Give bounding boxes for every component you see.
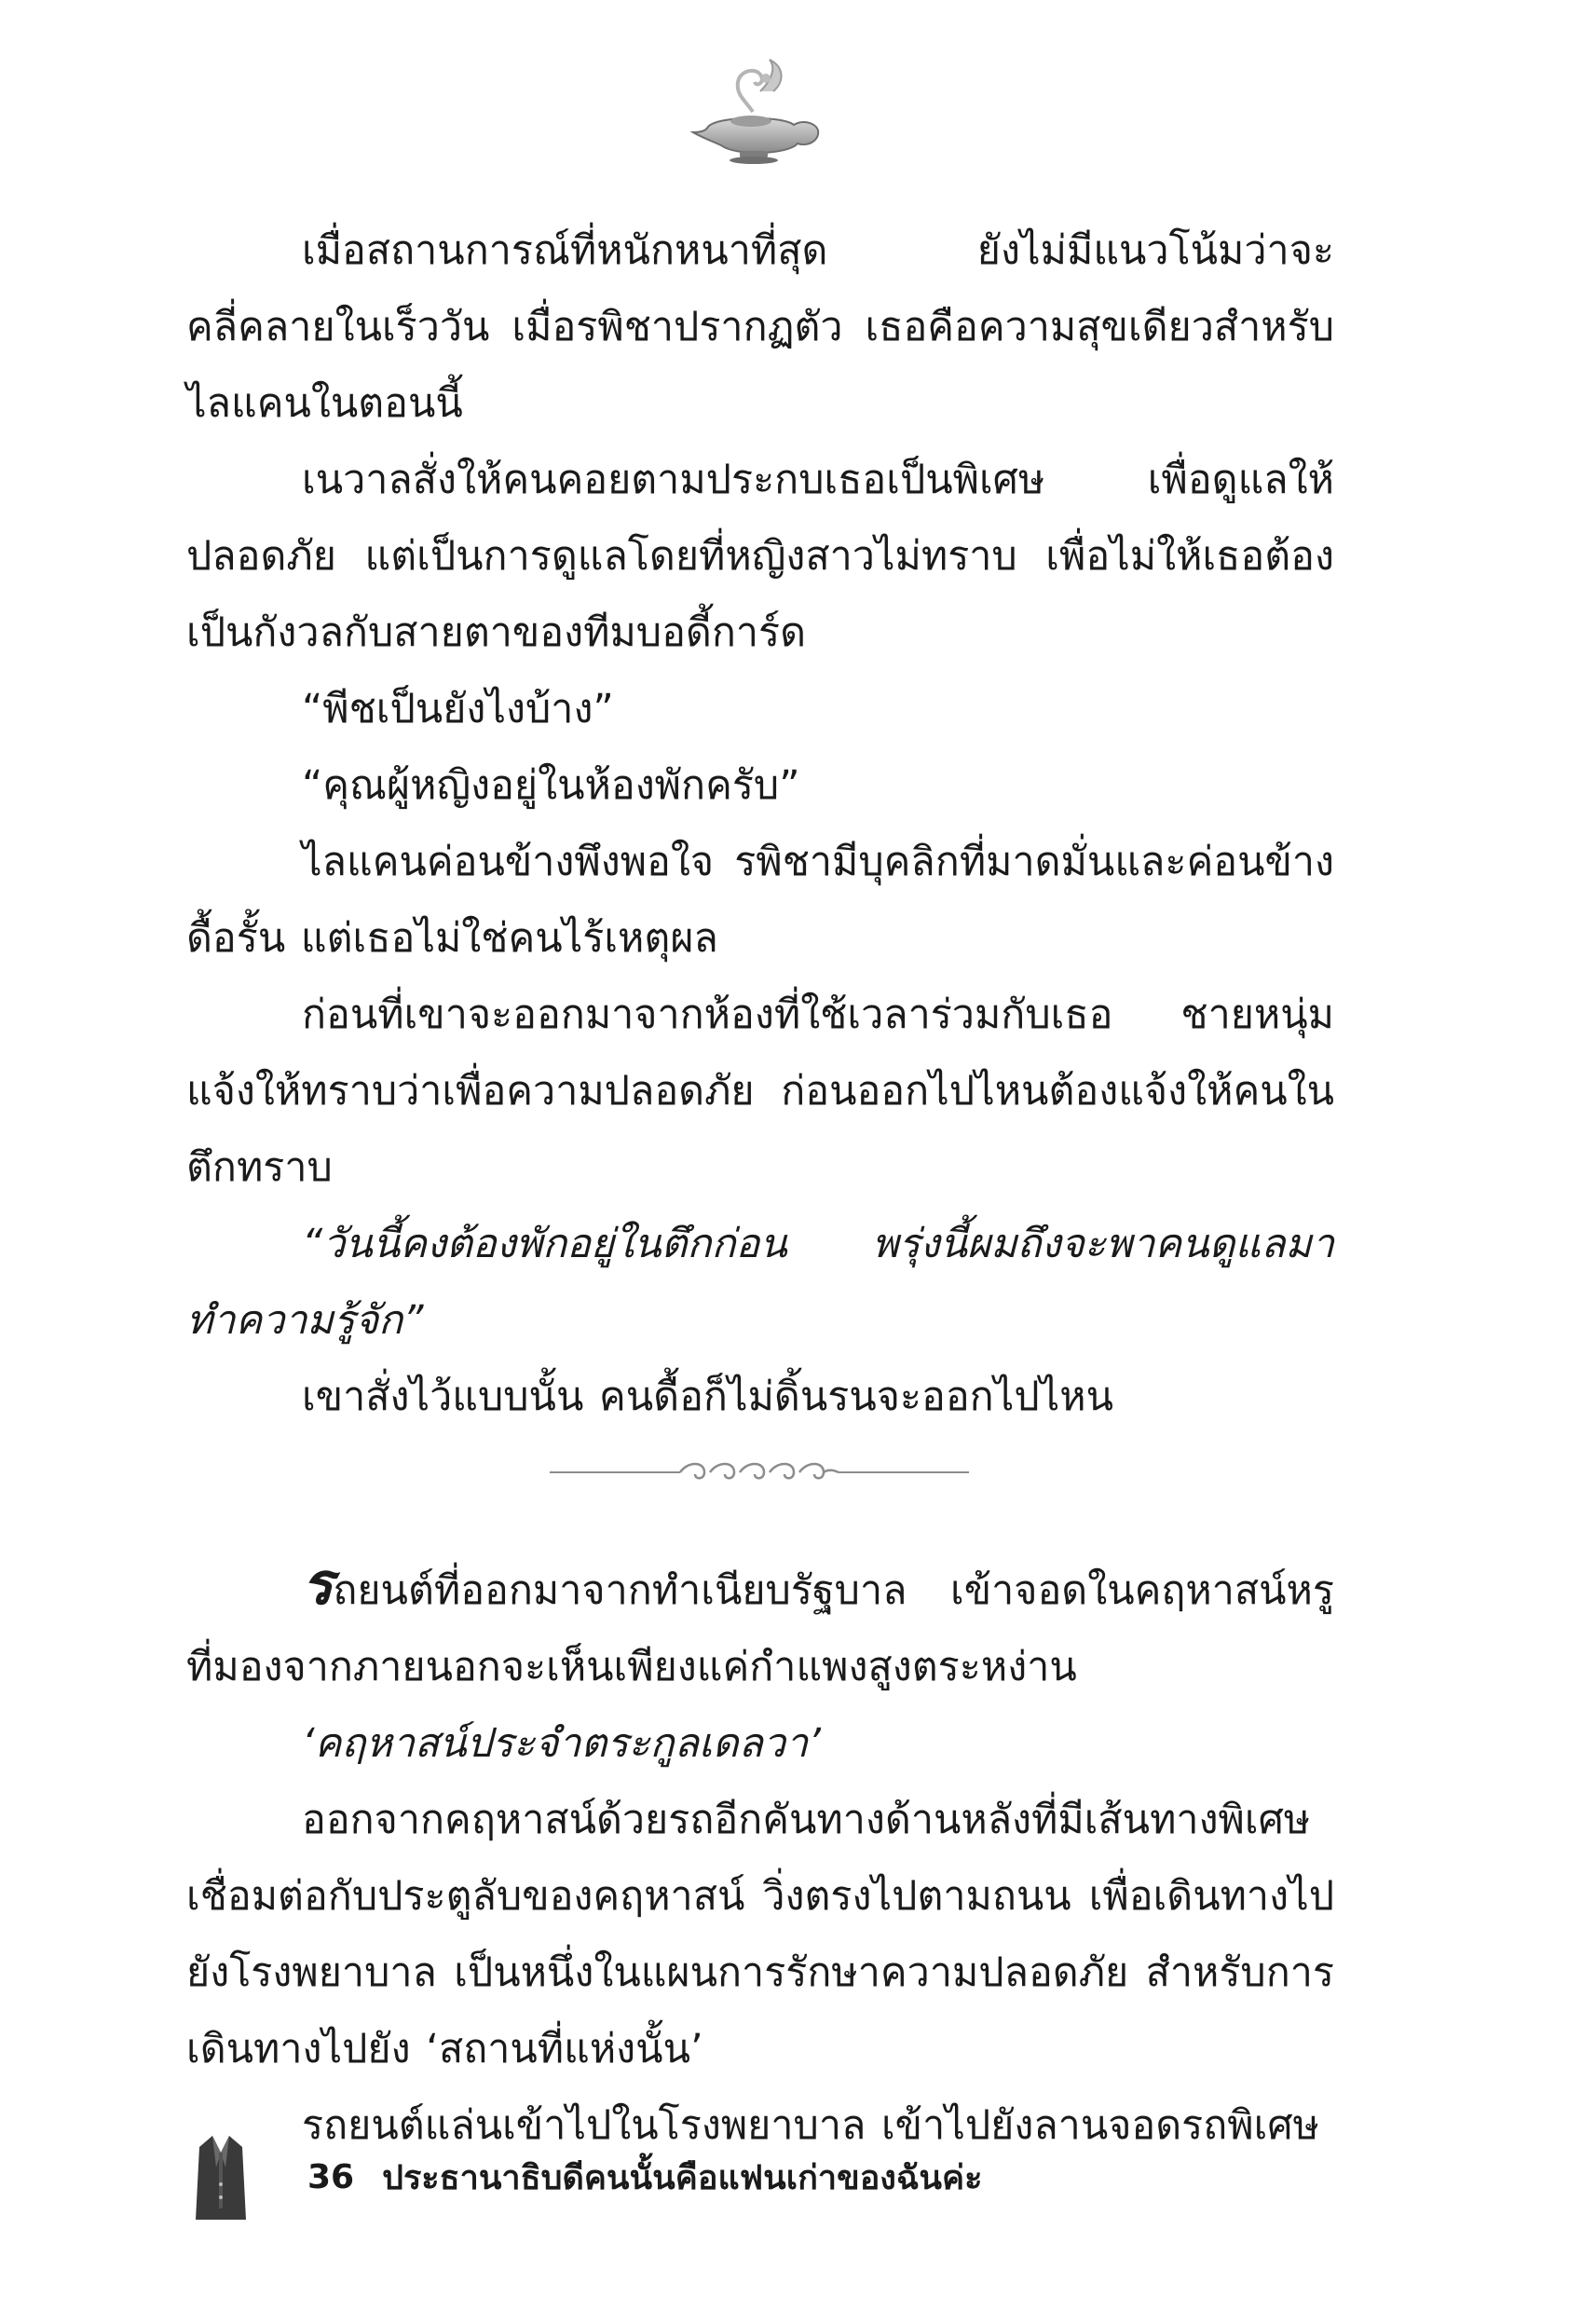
page-footer [194, 2130, 982, 2223]
genie-lamp-icon [680, 54, 829, 166]
dialogue-line-1: “พีชเป็นยังไงบ้าง” [302, 686, 614, 732]
paragraph-1: เมื่อสถานการณ์ที่หนักหนาที่สุด ยังไม่มีแนวโน้มว่าจะคลี่คลายในเร็ววัน เมื่อรพิชาปรากฏตัว เธอคือความสุขเดียวสำหรับไลแคนในตอนนี้ [186, 227, 1334, 427]
text-block-2 [186, 1552, 1334, 2164]
scroll-ornament-divider [550, 1456, 969, 1489]
paragraph-3: ไลแคนค่อนข้างพึงพอใจ รพิชามีบุคลิกที่มาดมั่นและค่อนข้างดื้อรั้น แต่เธอไม่ใช่คนไร้เหตุผล [186, 839, 1334, 962]
paragraph-lead [186, 1552, 1334, 1705]
paragraph-2: เนวาลสั่งให้คนคอยตามประกบเธอเป็นพิเศษ เพื่อดูแลให้ปลอดภัย แต่เป็นการดูแลโดยที่หญิงสาวไม่ทราบ เพื่อไม่ให้เธอต้องเป็นกังวลกับสายตาของทีมบอดี้การ์ด [186, 457, 1334, 656]
italic-quote: ‘คฤหาสน์ประจำตระกูลเดลวา’ [302, 1720, 821, 1767]
paragraph-7: รถยนต์แล่นเข้าไปในโรงพยาบาล เข้าไปยังลานจอดรถพิเศษ [302, 2102, 1319, 2149]
italic-dialogue: “วันนี้คงต้องพักอยู่ในตึกก่อน พรุ่งนี้ผมถึงจะพาคนดูแลมาทำความรู้จัก” [186, 1221, 1334, 1344]
paragraph-lead-text: ถยนต์ที่ออกมาจากทำเนียบรัฐบาล เข้าจอดในคฤหาสน์หรู ที่มองจากภายนอกจะเห็นเพียงแค่กำแพงสูงตระหง่าน [186, 1567, 1334, 1690]
book-title: ประธานาธิบดีคนนั้นคือแฟนเก่าของฉันค่ะ [382, 2158, 983, 2197]
drop-letter: ร [302, 1550, 334, 1618]
dialogue-line-2: “คุณผู้หญิงอยู่ในห้องพักครับ” [302, 762, 800, 809]
paragraph-6: ออกจากคฤหาสน์ด้วยรถอีกคันทางด้านหลังที่มีเส้นทางพิเศษเชื่อมต่อกับประตูลับของคฤหาสน์ วิ่งตรงไปตามถนน เพื่อเดินทางไปยังโรงพยาบาล เป็นหนึ่งในแผนการรักษาความปลอดภัย สำหรับการเดินทางไปยัง ‘สถานที่แห่งนั้น’ [186, 1797, 1334, 2072]
paragraph-5: เขาสั่งไว้แบบนั้น คนดื้อก็ไม่ดิ้นรนจะออกไปไหน [302, 1374, 1113, 1420]
text-block-1 [186, 212, 1334, 1435]
suit-jacket-icon [194, 2130, 248, 2223]
page-number: 36 [307, 2157, 355, 2196]
paragraph-4: ก่อนที่เขาจะออกมาจากห้องที่ใช้เวลาร่วมกับเธอ ชายหนุ่มแจ้งให้ทราบว่าเพื่อความปลอดภัย ก่อนออกไปไหนต้องแจ้งให้คนในตึกทราบ [186, 991, 1334, 1191]
